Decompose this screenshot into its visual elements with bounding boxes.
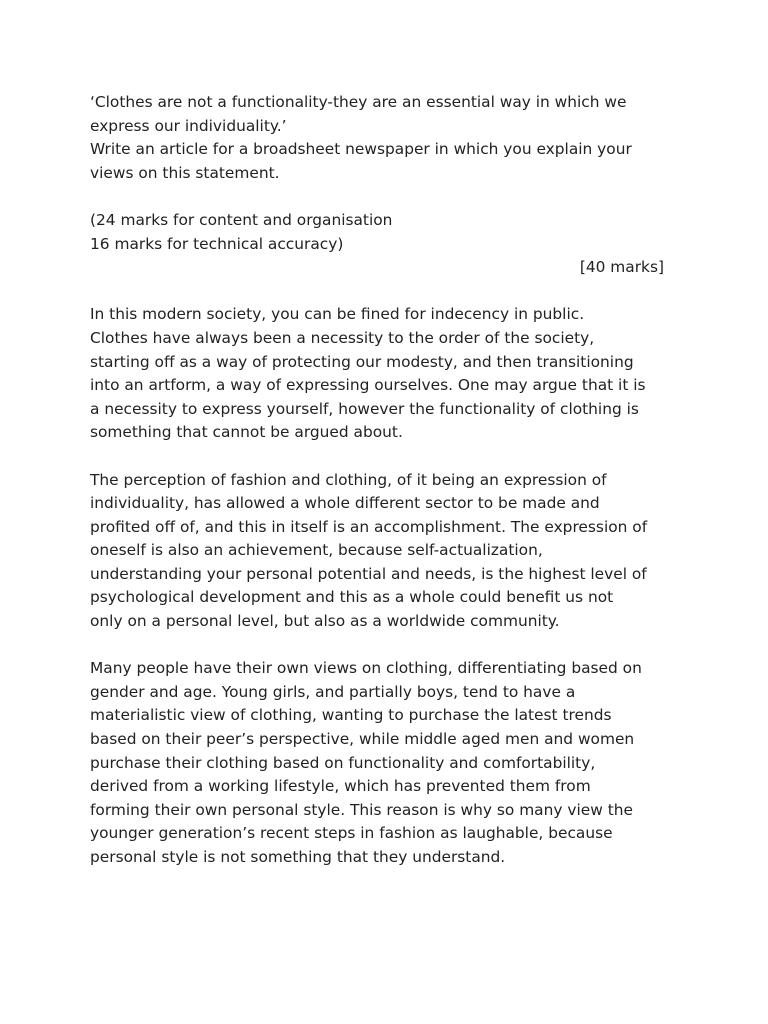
spacer [90, 445, 680, 469]
paragraph-line: Many people have their own views on clothing, differentiating based on [90, 659, 642, 678]
paragraph-line: understanding your personal potential and needs, is the highest level of [90, 564, 647, 583]
paragraph-line: psychological development and this as a whole could benefit us not [90, 588, 614, 607]
essay-paragraph-2 [90, 469, 680, 634]
paragraph-line: based on their peer’s perspective, while middle aged men and women [90, 730, 635, 749]
spacer [90, 280, 680, 304]
prompt-task-line: views on this statement. [90, 163, 280, 182]
prompt-task-line: Write an article for a broadsheet newspaper in which you explain your [90, 140, 632, 159]
paragraph-line: into an artform, a way of expressing ourselves. One may argue that it is [90, 376, 646, 395]
marks-line: 16 marks for technical accuracy) [90, 234, 344, 253]
paragraph-line: younger generation’s recent steps in fashion as laughable, because [90, 824, 613, 843]
paragraph-line: purchase their clothing based on functionality and comfortability, [90, 753, 596, 772]
prompt-quote-line: express our individuality.’ [90, 116, 287, 135]
total-marks: [40 marks] [579, 258, 664, 277]
paragraph-line: gender and age. Young girls, and partially boys, tend to have a [90, 682, 576, 701]
paragraph-line: materialistic view of clothing, wanting to purchase the latest trends [90, 706, 612, 725]
paragraph-line: only on a personal level, but also as a worldwide community. [90, 612, 560, 631]
marks-line: (24 marks for content and organisation [90, 210, 393, 229]
spacer [90, 185, 680, 209]
prompt-block [90, 91, 680, 185]
paragraph-line: oneself is also an achievement, because self-actualization, [90, 541, 543, 560]
paragraph-line: personal style is not something that they understand. [90, 848, 506, 866]
paragraph-line: Clothes have always been a necessity to the order of the society, [90, 328, 595, 347]
paragraph-line: individuality, has allowed a whole different sector to be made and [90, 494, 600, 513]
prompt-quote-line: ‘Clothes are not a functionality-they are an essential way in which we [90, 93, 627, 111]
document-page [90, 91, 680, 870]
paragraph-line: a necessity to express yourself, however the functionality of clothing is [90, 399, 639, 418]
paragraph-line: something that cannot be argued about. [90, 423, 403, 442]
essay-paragraph-1 [90, 303, 680, 445]
essay-paragraph-3 [90, 657, 680, 869]
paragraph-line: starting off as a way of protecting our modesty, and then transitioning [90, 352, 634, 371]
paragraph-line: derived from a working lifestyle, which has prevented them from [90, 777, 591, 796]
marks-breakdown [90, 209, 680, 280]
paragraph-line: In this modern society, you can be fined for indecency in public. [90, 305, 585, 324]
paragraph-line: profited off of, and this in itself is an accomplishment. The expression of [90, 517, 648, 536]
spacer [90, 634, 680, 658]
paragraph-line: forming their own personal style. This reason is why so many view the [90, 800, 633, 819]
paragraph-line: The perception of fashion and clothing, of it being an expression of [90, 470, 607, 489]
